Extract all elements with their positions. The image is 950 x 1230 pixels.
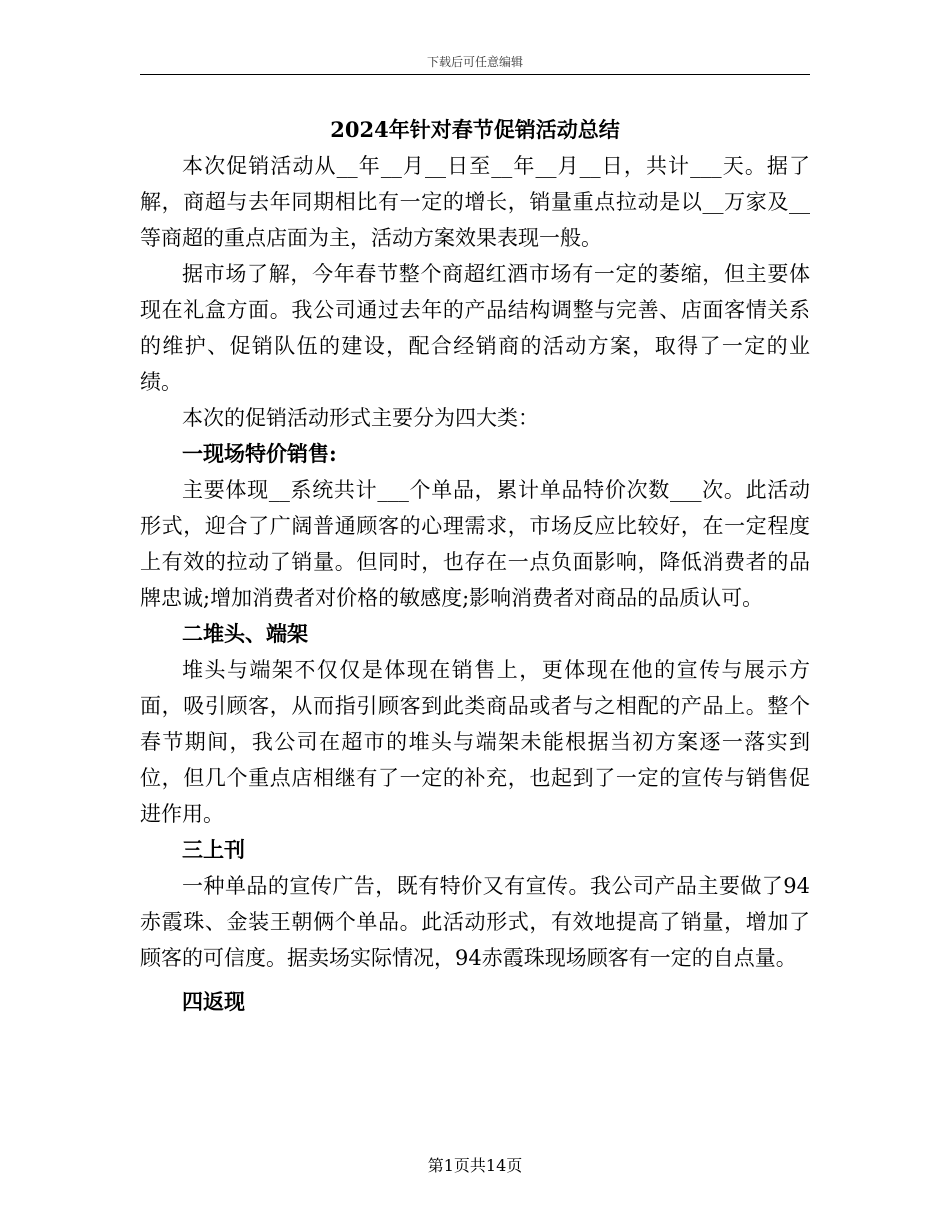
section-heading-cashback: 四返现 xyxy=(182,989,245,1014)
section-heading-display: 二堆头、端架 xyxy=(182,621,308,646)
paragraph-special-price: 主要体现__系统共计___个单品，累计单品特价次数___次。此活动形式，迎合了广阔普通顾客的心理需求，市场反应比较好，在一定程度上有效的拉动了销量。但同时，也存在一点负面影响，降低消费者的品牌忠诚;增加消费者对价格的敏感度;影响消费者对商品的品质认可。 xyxy=(140,478,810,610)
paragraph-publication: 一种单品的宣传广告，既有特价又有宣传。我公司产品主要做了94赤霞珠、金装王朝俩个单品。此活动形式，有效地提高了销量，增加了顾客的可信度。据卖场实际情况，94赤霞珠现场顾客有一定的自点量。 xyxy=(140,874,810,970)
paragraph-forms: 本次的促销活动形式主要分为四大类： xyxy=(182,406,539,430)
paragraph-display: 堆头与端架不仅仅是体现在销售上，更体现在他的宣传与展示方面，吸引顾客，从而指引顾客到此类商品或者与之相配的产品上。整个春节期间，我公司在超市的堆头与端架未能根据当初方案逐一落实到位，但几个重点店相继有了一定的补充，也起到了一定的宣传与销售促进作用。 xyxy=(140,658,810,826)
document-title: 2024年针对春节促销活动总结 xyxy=(330,117,620,142)
document-body xyxy=(140,112,810,1020)
section-heading-publication: 三上刊 xyxy=(182,837,245,862)
paragraph-market: 据市场了解，今年春节整个商超红酒市场有一定的萎缩，但主要体现在礼盒方面。我公司通过去年的产品结构调整与完善、店面客情关系的维护、促销队伍的建设，配合经销商的活动方案，取得了一定的业绩。 xyxy=(140,262,810,394)
page-header: 下载后可任意编辑 xyxy=(426,55,523,69)
section-heading-special-price: 一现场特价销售: xyxy=(182,441,337,466)
header-divider xyxy=(140,74,810,75)
paragraph-intro: 本次促销活动从__年__月__日至__年__月__日，共计___天。据了解，商超与去年同期相比有一定的增长，销量重点拉动是以__万家及__等商超的重点店面为主，活动方案效果表现一般。 xyxy=(140,154,810,250)
page-footer: 第1页共14页 xyxy=(427,1156,523,1175)
